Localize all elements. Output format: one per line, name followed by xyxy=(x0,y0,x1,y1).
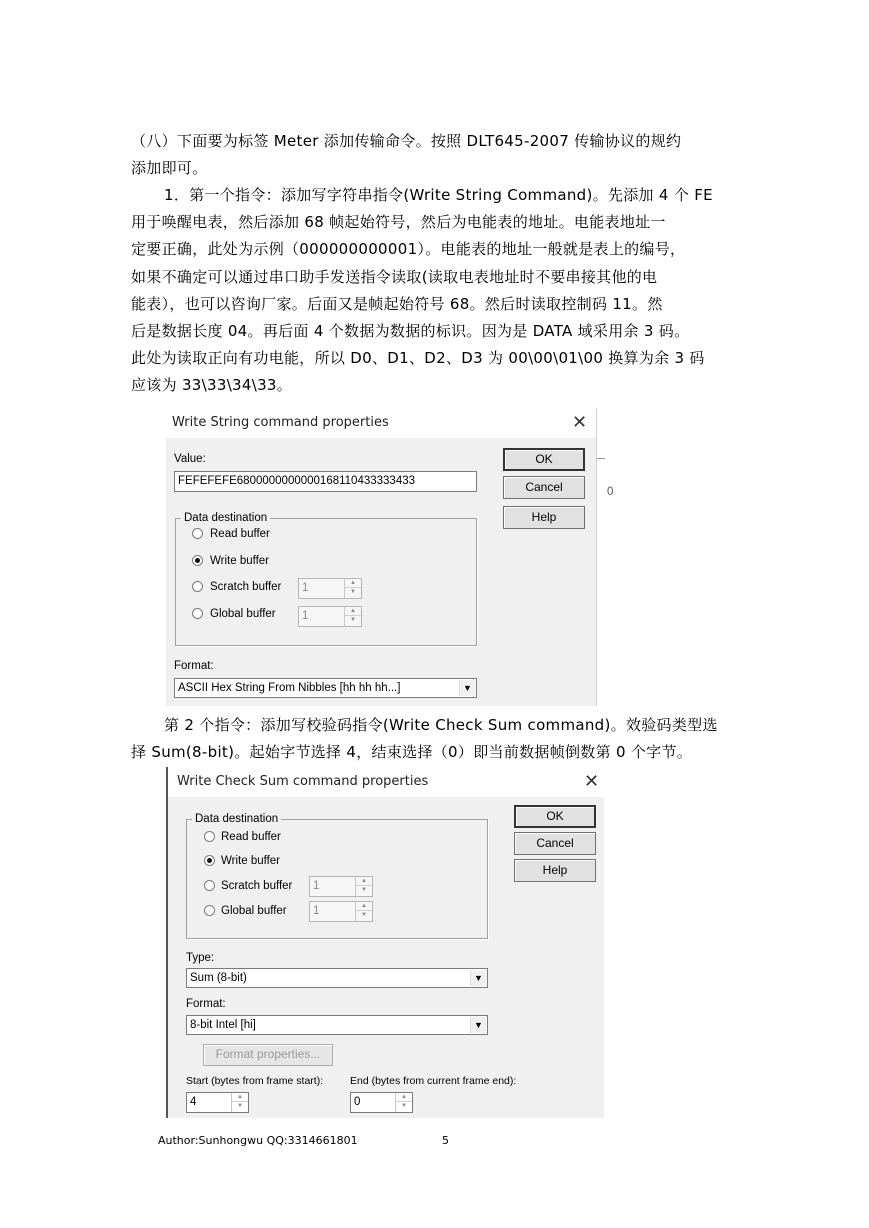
spin-up-icon[interactable]: ▲ xyxy=(356,877,372,886)
page-number: 5 xyxy=(442,1134,449,1147)
stepper-value: 4 xyxy=(190,1096,197,1108)
stepper-value: 1 xyxy=(313,880,320,892)
radio-write-buffer[interactable] xyxy=(192,555,203,566)
window-edge xyxy=(596,408,604,706)
text-line: 如果不确定可以通过串口助手发送指令读取(读取电表地址时不要串接其他的电 xyxy=(131,267,658,286)
text-line: 此处为读取正向有功电能，所以 D0、D1、D2、D3 为 00\00\01\00 换算为余 3 码 xyxy=(131,349,705,368)
spin-down-icon[interactable]: ▼ xyxy=(350,589,356,595)
spin-buttons[interactable] xyxy=(231,1093,248,1112)
radio-scratch-buffer[interactable] xyxy=(204,880,215,891)
edge-glyph: 0 xyxy=(607,486,614,498)
spin-down-icon[interactable]: ▼ xyxy=(237,1103,243,1109)
radio-global-buffer[interactable] xyxy=(192,608,203,619)
spin-down-icon[interactable]: ▼ xyxy=(361,887,367,893)
text-line: 应该为 33\33\34\33。 xyxy=(131,376,293,395)
ok-button[interactable]: OK xyxy=(503,448,585,471)
end-bytes-stepper[interactable] xyxy=(350,1092,413,1113)
scratch-buffer-stepper[interactable] xyxy=(309,876,373,897)
radio-label: Read buffer xyxy=(210,528,270,540)
help-button[interactable]: Help xyxy=(503,506,585,529)
cancel-button[interactable]: Cancel xyxy=(514,832,596,855)
value-label: Value: xyxy=(174,453,206,465)
text-line: 定要正确，此处为示例（000000000001）。电能表的地址一般就是表上的编号， xyxy=(131,240,686,259)
spin-down-icon[interactable]: ▼ xyxy=(361,912,367,918)
dialog-title: Write Check Sum command properties xyxy=(168,767,604,797)
close-icon[interactable]: ✕ xyxy=(584,771,600,792)
format-select[interactable] xyxy=(174,678,477,698)
chevron-down-icon[interactable]: ▼ xyxy=(459,680,475,696)
value-input[interactable]: FEFEFEFE6800000000000168110433333433 xyxy=(174,471,477,492)
spin-up-icon[interactable]: ▲ xyxy=(345,607,361,616)
format-value: ASCII Hex String From Nibbles [hh hh hh...] xyxy=(178,682,401,694)
start-bytes-stepper[interactable] xyxy=(186,1092,249,1113)
radio-label: Read buffer xyxy=(221,831,281,843)
write-checksum-dialog xyxy=(166,767,604,1118)
type-value: Sum (8-bit) xyxy=(190,972,247,984)
radio-write-buffer[interactable] xyxy=(204,855,215,866)
help-button[interactable]: Help xyxy=(514,859,596,882)
radio-global-buffer[interactable] xyxy=(204,905,215,916)
stepper-value: 1 xyxy=(302,610,309,622)
cancel-button[interactable]: Cancel xyxy=(503,476,585,499)
format-select[interactable] xyxy=(186,1015,488,1035)
text-line: （八）下面要为标签 Meter 添加传输命令。按照 DLT645-2007 传输协议的规约 xyxy=(131,132,682,150)
spin-buttons[interactable] xyxy=(355,902,372,921)
radio-label: Write buffer xyxy=(221,855,281,867)
spin-buttons[interactable] xyxy=(344,607,361,626)
group-label: Data destination xyxy=(192,812,281,826)
write-string-dialog xyxy=(166,408,614,706)
chevron-down-icon[interactable]: ▼ xyxy=(470,1017,486,1033)
global-buffer-stepper[interactable] xyxy=(298,606,362,627)
stepper-value: 1 xyxy=(302,582,309,594)
spin-up-icon[interactable]: ▲ xyxy=(356,902,372,911)
spin-up-icon[interactable]: ▲ xyxy=(396,1093,412,1102)
spin-up-icon[interactable]: ▲ xyxy=(232,1093,248,1102)
start-label: Start (bytes from frame start): xyxy=(186,1075,324,1087)
text-line: 后是数据长度 04。再后面 4 个数据为数据的标识。因为是 DATA 域采用余 3 码。 xyxy=(131,322,690,341)
radio-read-buffer[interactable] xyxy=(204,831,215,842)
radio-scratch-buffer[interactable] xyxy=(192,581,203,592)
format-value: 8-bit Intel [hi] xyxy=(190,1019,256,1031)
ok-button[interactable]: OK xyxy=(514,805,596,828)
text-line: 择 Sum(8-bit)。起始字节选择 4，结束选择（0）即当前数据帧倒数第 0 个字节。 xyxy=(131,743,693,762)
dialog-title: Write String command properties xyxy=(166,408,596,438)
paragraph-command-2 xyxy=(131,712,739,766)
radio-label: Scratch buffer xyxy=(221,880,293,892)
spin-down-icon[interactable]: ▼ xyxy=(350,617,356,623)
global-buffer-stepper[interactable] xyxy=(309,901,373,922)
radio-label: Global buffer xyxy=(221,905,287,917)
scratch-buffer-stepper[interactable] xyxy=(298,578,362,599)
spin-down-icon[interactable]: ▼ xyxy=(401,1103,407,1109)
radio-label: Write buffer xyxy=(210,555,270,567)
format-label: Format: xyxy=(186,998,226,1010)
chevron-down-icon[interactable]: ▼ xyxy=(470,970,486,986)
text-line: 第 2 个指令：添加写校验码指令(Write Check Sum command)。效验码类型选 xyxy=(164,716,718,734)
text-line: 用于唤醒电表，然后添加 68 帧起始符号，然后为电能表的地址。电能表地址一 xyxy=(131,213,666,232)
spin-up-icon[interactable]: ▲ xyxy=(345,579,361,588)
spin-buttons[interactable] xyxy=(344,579,361,598)
paragraph-intro xyxy=(131,128,739,182)
stepper-value: 0 xyxy=(354,1096,361,1108)
type-select[interactable] xyxy=(186,968,488,988)
radio-read-buffer[interactable] xyxy=(192,528,203,539)
spin-buttons[interactable] xyxy=(395,1093,412,1112)
text-line: 能表），也可以咨询厂家。后面又是帧起始符号 68。然后时读取控制码 11。然 xyxy=(131,294,663,313)
type-label: Type: xyxy=(186,952,215,964)
end-label: End (bytes from current frame end): xyxy=(350,1075,517,1087)
stepper-value: 1 xyxy=(313,905,320,917)
footer-author: Author:Sunhongwu QQ:3314661801 xyxy=(158,1134,358,1147)
edge-line xyxy=(597,458,605,459)
spin-buttons[interactable] xyxy=(355,877,372,896)
radio-label: Global buffer xyxy=(210,608,276,620)
text-line: 添加即可。 xyxy=(131,159,208,178)
format-label: Format: xyxy=(174,660,214,672)
paragraph-command-1 xyxy=(131,182,739,400)
close-icon[interactable]: ✕ xyxy=(572,412,588,433)
group-label: Data destination xyxy=(181,511,270,525)
radio-label: Scratch buffer xyxy=(210,581,282,593)
format-properties-button[interactable]: Format properties... xyxy=(203,1044,333,1066)
text-line: 1．第一个指令：添加写字符串指令(Write String Command)。先添加 4 个 FE xyxy=(164,186,713,204)
